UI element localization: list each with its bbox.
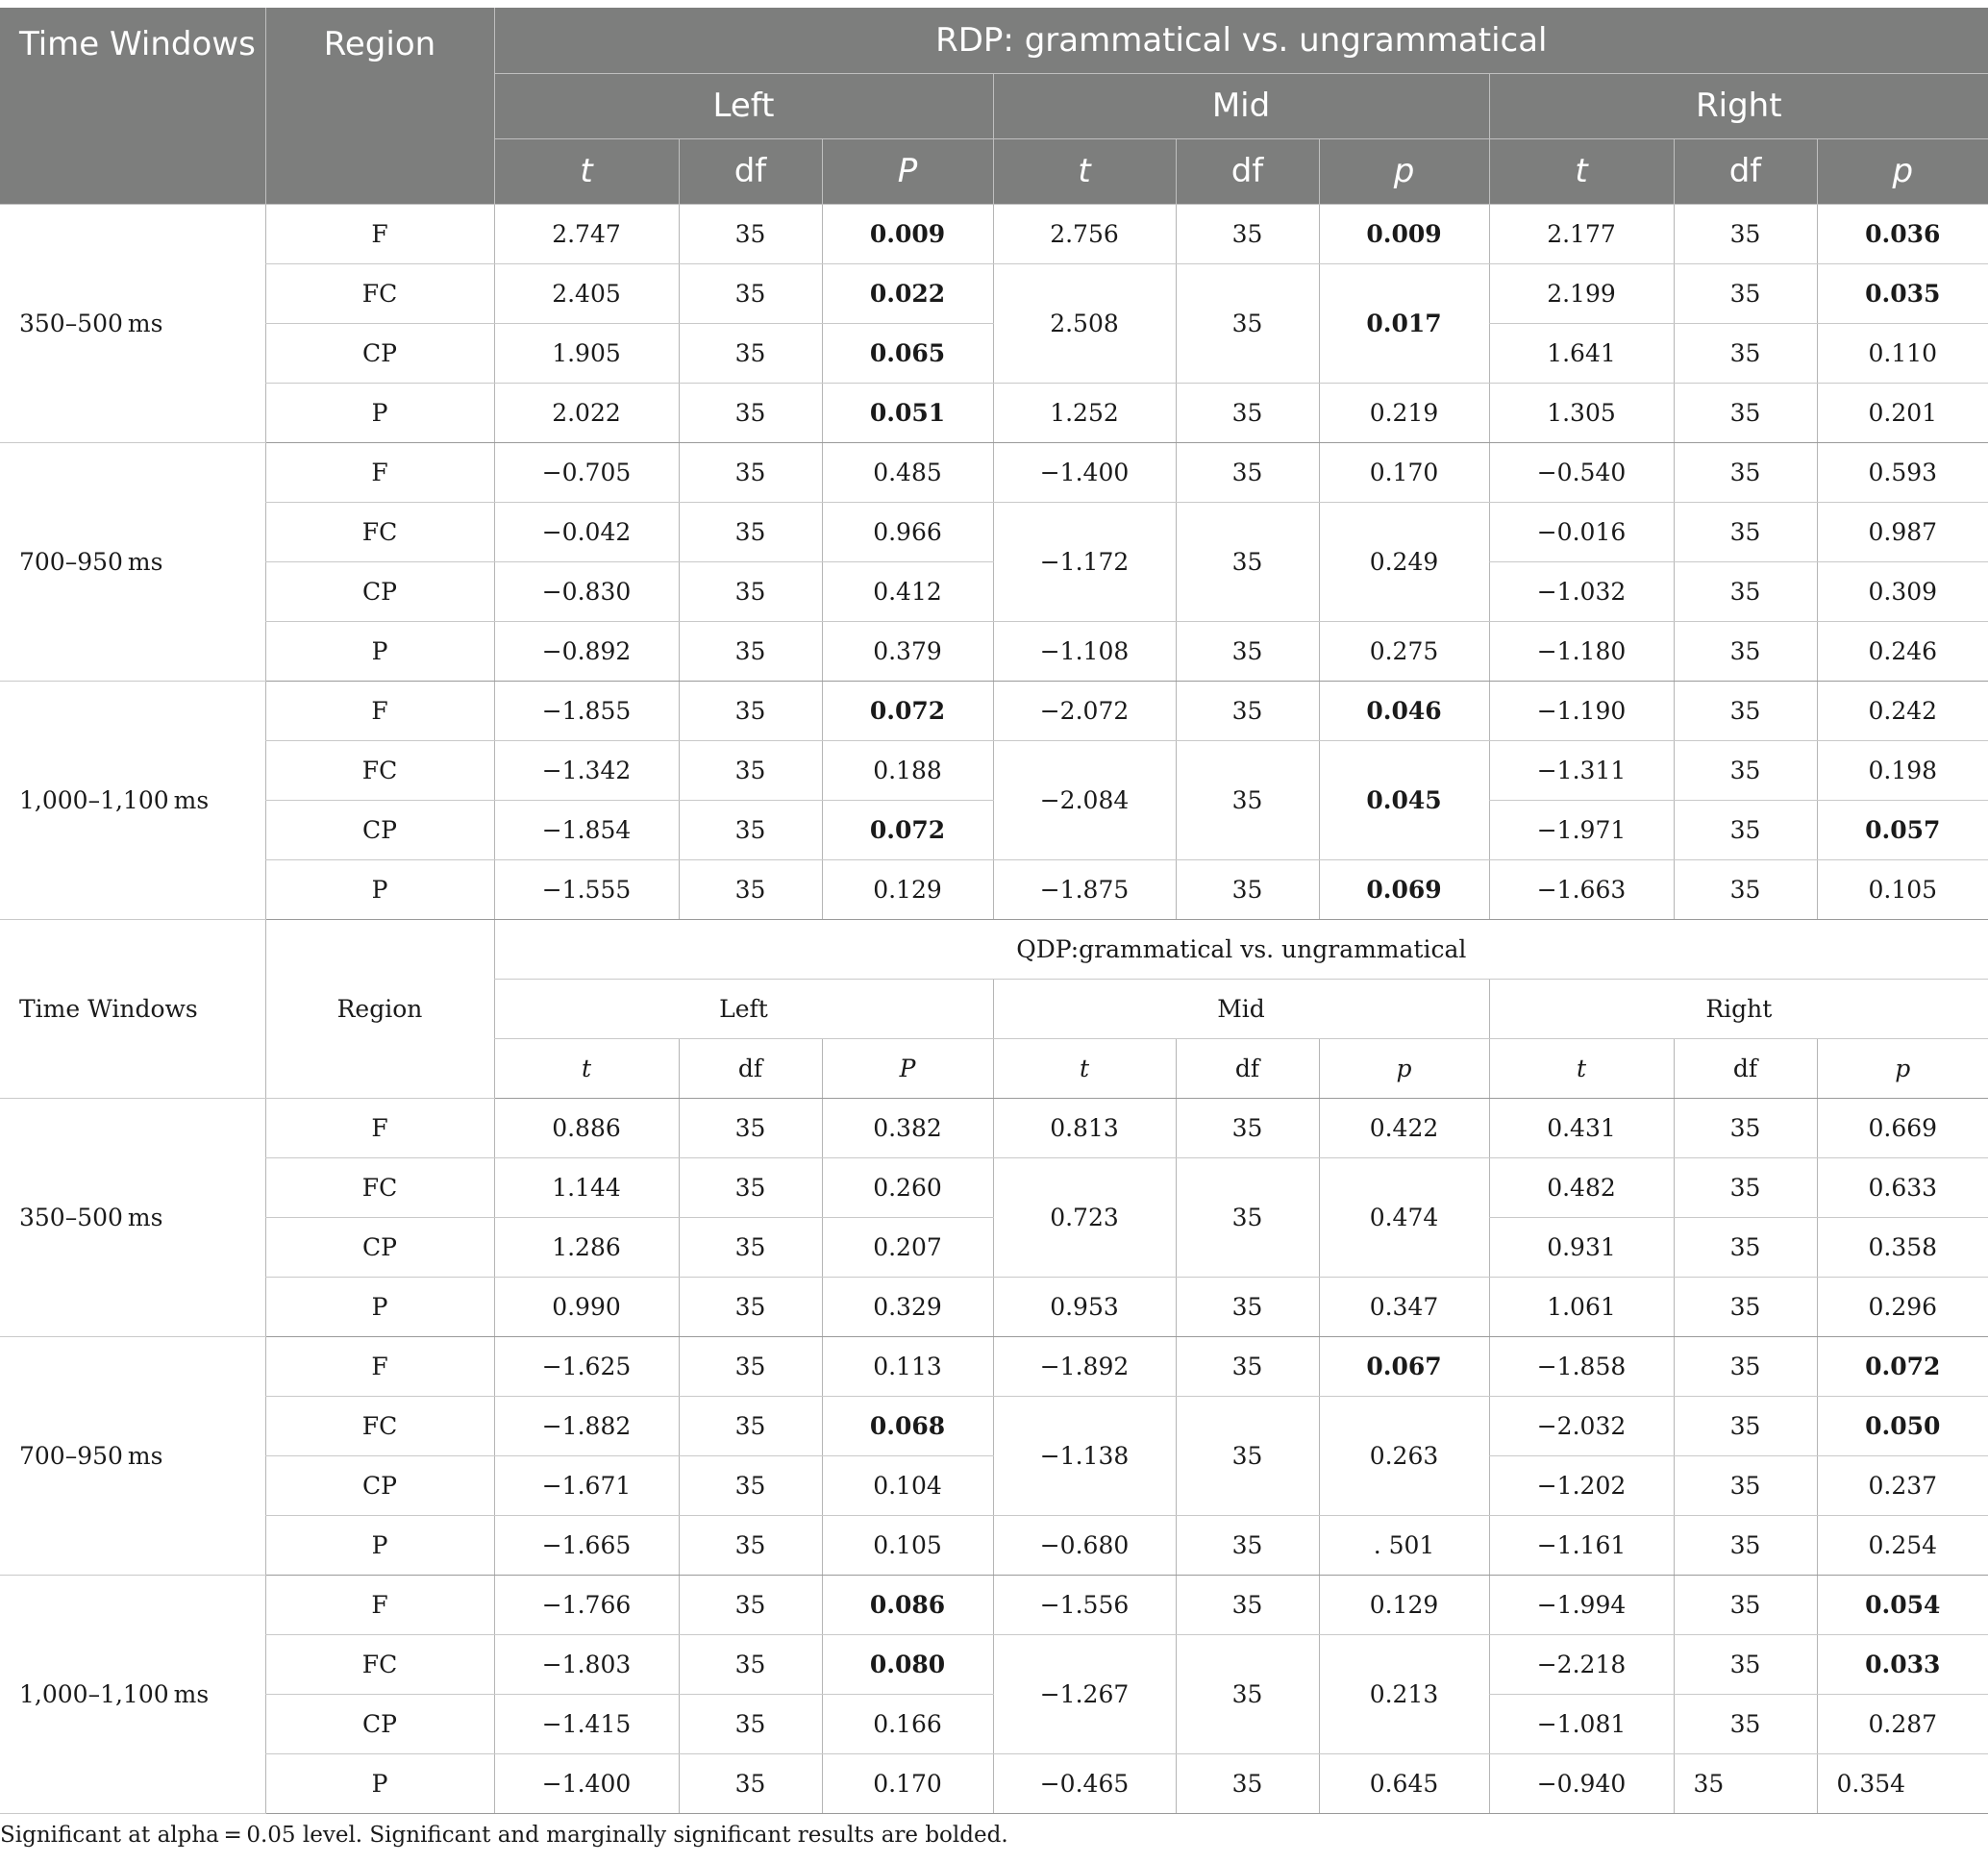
right-df: 35: [1674, 502, 1817, 561]
right-df: 35: [1674, 1455, 1817, 1515]
mid-p: 0.009: [1319, 204, 1489, 263]
left-t: −0.830: [494, 561, 679, 621]
right-df: 35: [1674, 1694, 1817, 1753]
right-p: 0.033: [1817, 1634, 1988, 1694]
mid-t: −1.138: [993, 1396, 1176, 1515]
left-p: 0.080: [822, 1634, 993, 1694]
right-p: 0.593: [1817, 442, 1988, 502]
region-cell: CP: [265, 1694, 494, 1753]
left-df: 35: [679, 502, 822, 561]
qdp-header-stat: p: [1817, 1038, 1988, 1098]
left-p: 0.065: [822, 323, 993, 383]
region-cell: FC: [265, 1157, 494, 1217]
region-cell: P: [265, 621, 494, 681]
right-p: 0.254: [1817, 1515, 1988, 1575]
mid-df: 35: [1176, 502, 1319, 621]
region-cell: F: [265, 1575, 494, 1634]
right-t: −1.081: [1489, 1694, 1674, 1753]
mid-df: 35: [1176, 383, 1319, 442]
right-df: 35: [1674, 1098, 1817, 1157]
mid-df: 35: [1176, 859, 1319, 919]
left-p: 0.113: [822, 1336, 993, 1396]
mid-t: 0.723: [993, 1157, 1176, 1277]
qdp-header-stat: p: [1319, 1038, 1489, 1098]
left-p: 0.104: [822, 1455, 993, 1515]
left-t: −1.855: [494, 681, 679, 740]
region-cell: F: [265, 442, 494, 502]
region-cell: CP: [265, 1217, 494, 1277]
mid-t: −2.072: [993, 681, 1176, 740]
qdp-header-time-windows: Time Windows: [0, 919, 265, 1098]
right-t: −1.161: [1489, 1515, 1674, 1575]
region-cell: F: [265, 1098, 494, 1157]
right-df: 35: [1674, 681, 1817, 740]
left-p: 0.068: [822, 1396, 993, 1455]
table-body: [0, 204, 1988, 1813]
left-df: 35: [679, 800, 822, 859]
left-df: 35: [679, 323, 822, 383]
left-p: 0.086: [822, 1575, 993, 1634]
time-window-cell: 700–950 ms: [0, 442, 265, 681]
header-stat: t: [993, 138, 1176, 204]
left-t: −1.882: [494, 1396, 679, 1455]
right-df: 35: [1674, 740, 1817, 800]
mid-p: 0.263: [1319, 1396, 1489, 1515]
right-p: 0.054: [1817, 1575, 1988, 1634]
header-time-windows: Time Windows: [0, 8, 265, 204]
right-p: 0.035: [1817, 263, 1988, 323]
time-window-cell: 1,000–1,100 ms: [0, 1575, 265, 1813]
left-p: 0.207: [822, 1217, 993, 1277]
right-df: 35: [1674, 1277, 1817, 1336]
left-df: 35: [679, 1634, 822, 1694]
mid-p: 0.219: [1319, 383, 1489, 442]
mid-p: 0.347: [1319, 1277, 1489, 1336]
right-t: −1.032: [1489, 561, 1674, 621]
region-cell: CP: [265, 800, 494, 859]
left-t: 1.905: [494, 323, 679, 383]
left-t: −1.665: [494, 1515, 679, 1575]
left-p: 0.129: [822, 859, 993, 919]
region-cell: F: [265, 1336, 494, 1396]
header-stat: t: [494, 138, 679, 204]
right-p: 0.242: [1817, 681, 1988, 740]
right-t: −1.971: [1489, 800, 1674, 859]
right-p: 0.072: [1817, 1336, 1988, 1396]
right-t: −0.940: [1489, 1753, 1674, 1813]
qdp-header-group-right: Right: [1489, 979, 1988, 1038]
mid-t: 2.508: [993, 263, 1176, 383]
mid-t: −1.108: [993, 621, 1176, 681]
right-df: 35: [1674, 561, 1817, 621]
left-t: −1.400: [494, 1753, 679, 1813]
right-p: 0.296: [1817, 1277, 1988, 1336]
left-p: 0.379: [822, 621, 993, 681]
region-cell: FC: [265, 740, 494, 800]
mid-df: 35: [1176, 1277, 1319, 1336]
region-cell: CP: [265, 323, 494, 383]
mid-t: −0.465: [993, 1753, 1176, 1813]
right-p: 0.246: [1817, 621, 1988, 681]
left-df: 35: [679, 621, 822, 681]
left-df: 35: [679, 1455, 822, 1515]
right-df: 35: [1674, 383, 1817, 442]
table-footnote: Significant at alpha = 0.05 level. Significant and marginally significant results are bolded.: [0, 1823, 1008, 1848]
right-df: 35: [1674, 859, 1817, 919]
region-cell: FC: [265, 502, 494, 561]
left-df: 35: [679, 383, 822, 442]
mid-p: 0.213: [1319, 1634, 1489, 1753]
left-p: 0.329: [822, 1277, 993, 1336]
mid-p: 0.017: [1319, 263, 1489, 383]
right-df: 35: [1674, 263, 1817, 323]
mid-t: 0.953: [993, 1277, 1176, 1336]
table-header: [0, 8, 1988, 204]
mid-df: 35: [1176, 740, 1319, 859]
left-df: 35: [679, 561, 822, 621]
right-df: 35: [1674, 1753, 1817, 1813]
left-t: −1.854: [494, 800, 679, 859]
right-p: 0.987: [1817, 502, 1988, 561]
left-df: 35: [679, 1277, 822, 1336]
left-t: 2.022: [494, 383, 679, 442]
qdp-header-group-left: Left: [494, 979, 993, 1038]
left-df: 35: [679, 1575, 822, 1634]
left-p: 0.966: [822, 502, 993, 561]
mid-p: 0.249: [1319, 502, 1489, 621]
header-stat: t: [1489, 138, 1674, 204]
mid-df: 35: [1176, 681, 1319, 740]
left-df: 35: [679, 1753, 822, 1813]
mid-p: 0.275: [1319, 621, 1489, 681]
qdp-header-region: Region: [265, 919, 494, 1098]
right-df: 35: [1674, 1515, 1817, 1575]
region-cell: F: [265, 204, 494, 263]
header-contrast: RDP: grammatical vs. ungrammatical: [494, 8, 1988, 73]
mid-p: 0.069: [1319, 859, 1489, 919]
region-cell: P: [265, 383, 494, 442]
right-t: −1.202: [1489, 1455, 1674, 1515]
left-df: 35: [679, 1694, 822, 1753]
left-t: −1.671: [494, 1455, 679, 1515]
right-df: 35: [1674, 1217, 1817, 1277]
time-window-cell: 350–500 ms: [0, 1098, 265, 1336]
mid-p: . 501: [1319, 1515, 1489, 1575]
header-region: Region: [265, 8, 494, 204]
right-t: −0.016: [1489, 502, 1674, 561]
results-table-container: [0, 8, 1988, 1814]
left-p: 0.105: [822, 1515, 993, 1575]
left-t: 0.990: [494, 1277, 679, 1336]
header-stat: df: [1674, 138, 1817, 204]
mid-t: −1.875: [993, 859, 1176, 919]
right-p: 0.237: [1817, 1455, 1988, 1515]
left-df: 35: [679, 1217, 822, 1277]
right-df: 35: [1674, 442, 1817, 502]
mid-df: 35: [1176, 1157, 1319, 1277]
left-p: 0.022: [822, 263, 993, 323]
region-cell: FC: [265, 1396, 494, 1455]
right-t: 1.061: [1489, 1277, 1674, 1336]
left-p: 0.072: [822, 681, 993, 740]
left-p: 0.382: [822, 1098, 993, 1157]
qdp-header-stat: df: [679, 1038, 822, 1098]
region-cell: CP: [265, 561, 494, 621]
right-p: 0.057: [1817, 800, 1988, 859]
header-stat: p: [1319, 138, 1489, 204]
right-p: 0.105: [1817, 859, 1988, 919]
mid-p: 0.422: [1319, 1098, 1489, 1157]
mid-t: 0.813: [993, 1098, 1176, 1157]
left-p: 0.412: [822, 561, 993, 621]
header-stat: df: [679, 138, 822, 204]
left-p: 0.170: [822, 1753, 993, 1813]
right-t: 0.482: [1489, 1157, 1674, 1217]
header-group-left: Left: [494, 73, 993, 138]
header-stat: df: [1176, 138, 1319, 204]
left-p: 0.009: [822, 204, 993, 263]
left-t: −1.415: [494, 1694, 679, 1753]
right-p: 0.358: [1817, 1217, 1988, 1277]
region-cell: F: [265, 681, 494, 740]
right-t: −1.311: [1489, 740, 1674, 800]
right-p: 0.354: [1817, 1753, 1988, 1813]
left-p: 0.166: [822, 1694, 993, 1753]
right-t: −1.180: [1489, 621, 1674, 681]
time-window-cell: 700–950 ms: [0, 1336, 265, 1575]
left-t: −0.042: [494, 502, 679, 561]
left-t: −1.803: [494, 1634, 679, 1694]
right-df: 35: [1674, 1575, 1817, 1634]
mid-p: 0.129: [1319, 1575, 1489, 1634]
qdp-header-group-mid: Mid: [993, 979, 1489, 1038]
mid-df: 35: [1176, 1575, 1319, 1634]
right-df: 35: [1674, 621, 1817, 681]
mid-t: 2.756: [993, 204, 1176, 263]
mid-df: 35: [1176, 1396, 1319, 1515]
left-p: 0.072: [822, 800, 993, 859]
header-stat: P: [822, 138, 993, 204]
mid-t: −1.172: [993, 502, 1176, 621]
header-stat: p: [1817, 138, 1988, 204]
mid-p: 0.046: [1319, 681, 1489, 740]
mid-df: 35: [1176, 1515, 1319, 1575]
qdp-header-contrast: QDP:grammatical vs. ungrammatical: [494, 919, 1988, 979]
region-cell: P: [265, 1277, 494, 1336]
left-df: 35: [679, 1157, 822, 1217]
mid-t: −1.267: [993, 1634, 1176, 1753]
mid-p: 0.170: [1319, 442, 1489, 502]
mid-t: −0.680: [993, 1515, 1176, 1575]
left-df: 35: [679, 1336, 822, 1396]
left-t: −1.625: [494, 1336, 679, 1396]
right-p: 0.050: [1817, 1396, 1988, 1455]
right-t: 2.199: [1489, 263, 1674, 323]
mid-t: −1.400: [993, 442, 1176, 502]
right-p: 0.110: [1817, 323, 1988, 383]
left-t: 1.144: [494, 1157, 679, 1217]
right-df: 35: [1674, 1157, 1817, 1217]
mid-df: 35: [1176, 621, 1319, 681]
mid-df: 35: [1176, 204, 1319, 263]
region-cell: P: [265, 1515, 494, 1575]
results-table: [0, 8, 1988, 1814]
mid-t: −2.084: [993, 740, 1176, 859]
region-cell: P: [265, 1753, 494, 1813]
left-t: −1.766: [494, 1575, 679, 1634]
right-p: 0.201: [1817, 383, 1988, 442]
left-df: 35: [679, 204, 822, 263]
left-df: 35: [679, 681, 822, 740]
mid-p: 0.645: [1319, 1753, 1489, 1813]
mid-df: 35: [1176, 1098, 1319, 1157]
left-df: 35: [679, 1098, 822, 1157]
right-df: 35: [1674, 323, 1817, 383]
mid-t: 1.252: [993, 383, 1176, 442]
region-cell: P: [265, 859, 494, 919]
qdp-header-stat: P: [822, 1038, 993, 1098]
qdp-header-stat: df: [1176, 1038, 1319, 1098]
qdp-header-stat: t: [1489, 1038, 1674, 1098]
mid-df: 35: [1176, 442, 1319, 502]
mid-t: −1.892: [993, 1336, 1176, 1396]
right-df: 35: [1674, 204, 1817, 263]
right-t: −1.994: [1489, 1575, 1674, 1634]
left-p: 0.260: [822, 1157, 993, 1217]
right-t: −1.190: [1489, 681, 1674, 740]
left-df: 35: [679, 1396, 822, 1455]
left-t: 2.405: [494, 263, 679, 323]
right-p: 0.669: [1817, 1098, 1988, 1157]
left-p: 0.051: [822, 383, 993, 442]
left-df: 35: [679, 263, 822, 323]
right-t: 2.177: [1489, 204, 1674, 263]
right-p: 0.309: [1817, 561, 1988, 621]
left-df: 35: [679, 740, 822, 800]
mid-p: 0.045: [1319, 740, 1489, 859]
right-p: 0.198: [1817, 740, 1988, 800]
right-t: −2.032: [1489, 1396, 1674, 1455]
right-df: 35: [1674, 1336, 1817, 1396]
left-t: −0.892: [494, 621, 679, 681]
right-t: 0.931: [1489, 1217, 1674, 1277]
right-t: 1.641: [1489, 323, 1674, 383]
mid-df: 35: [1176, 1753, 1319, 1813]
right-t: 0.431: [1489, 1098, 1674, 1157]
left-df: 35: [679, 442, 822, 502]
right-df: 35: [1674, 1634, 1817, 1694]
left-p: 0.485: [822, 442, 993, 502]
mid-p: 0.067: [1319, 1336, 1489, 1396]
time-window-cell: 350–500 ms: [0, 204, 265, 442]
right-df: 35: [1674, 1396, 1817, 1455]
right-t: −1.663: [1489, 859, 1674, 919]
left-df: 35: [679, 1515, 822, 1575]
region-cell: CP: [265, 1455, 494, 1515]
qdp-header-stat: df: [1674, 1038, 1817, 1098]
left-t: 1.286: [494, 1217, 679, 1277]
time-window-cell: 1,000–1,100 ms: [0, 681, 265, 919]
right-p: 0.633: [1817, 1157, 1988, 1217]
left-t: 2.747: [494, 204, 679, 263]
right-df: 35: [1674, 800, 1817, 859]
left-df: 35: [679, 859, 822, 919]
right-t: −1.858: [1489, 1336, 1674, 1396]
region-cell: FC: [265, 1634, 494, 1694]
mid-df: 35: [1176, 1336, 1319, 1396]
header-group-mid: Mid: [993, 73, 1489, 138]
mid-df: 35: [1176, 263, 1319, 383]
mid-df: 35: [1176, 1634, 1319, 1753]
region-cell: FC: [265, 263, 494, 323]
left-t: −0.705: [494, 442, 679, 502]
mid-p: 0.474: [1319, 1157, 1489, 1277]
right-p: 0.287: [1817, 1694, 1988, 1753]
right-t: 1.305: [1489, 383, 1674, 442]
right-t: −2.218: [1489, 1634, 1674, 1694]
right-p: 0.036: [1817, 204, 1988, 263]
header-group-right: Right: [1489, 73, 1988, 138]
right-t: −0.540: [1489, 442, 1674, 502]
left-t: −1.342: [494, 740, 679, 800]
mid-t: −1.556: [993, 1575, 1176, 1634]
left-t: −1.555: [494, 859, 679, 919]
qdp-header-stat: t: [494, 1038, 679, 1098]
left-p: 0.188: [822, 740, 993, 800]
left-t: 0.886: [494, 1098, 679, 1157]
qdp-header-stat: t: [993, 1038, 1176, 1098]
